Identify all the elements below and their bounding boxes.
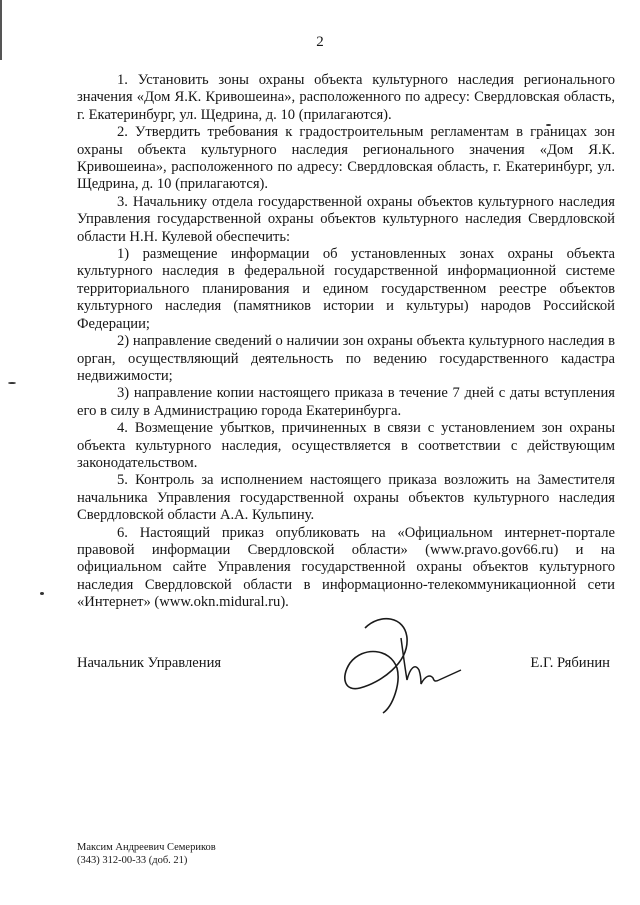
- page-number: 2: [316, 34, 324, 50]
- paragraph-2: 2. Утвердить требования к градостроительным регламентам в границах зон охраны объекта культурного наследия регионального значения «Дом Я.К. Кривошеина», расположенного по адресу: Свердловская область, г. Екатеринбург, ул. Щедрина, д. 10 (прилагаются).: [77, 124, 615, 193]
- paragraph-5: 5. Контроль за исполнением настоящего приказа возложить на Заместителя начальника Управления государственной охраны объектов культурного наследия Свердловской области А.А. Кульпину.: [77, 472, 615, 524]
- scan-speck: [8, 382, 16, 384]
- paragraph-3-1: 1) размещение информации об установленных зонах охраны объекта культурного наследия в федеральной государственной информационной системе территориального планирования и едином государственном реестре объектов культурного наследия (памятников истории и культуры) народов Российской Федерации;: [77, 246, 615, 332]
- executor-name: Максим Андреевич Семериков: [77, 842, 216, 853]
- paragraph-3-2: 2) направление сведений о наличии зон охраны объекта культурного наследия в орган, осуществляющий деятельность по ведению государственного кадастра недвижимости;: [77, 333, 615, 384]
- executor-block: [77, 841, 216, 867]
- paragraph-6: 6. Настоящий приказ опубликовать на «Официальном интернет-портале правовой информации Свердловской области» (www.pravo.gov66.ru) и на официальном сайте Управления государственной охраны объектов культурного наследия Свердловской области в информационно-телекоммуникационной сети «Интернет» (www.okn.midural.ru).: [77, 524, 615, 611]
- paragraph-3: 3. Начальнику отдела государственной охраны объектов культурного наследия Управления государственной охраны объектов культурного наследия Свердловской области Н.Н. Кулевой обеспечить:: [77, 193, 615, 245]
- executor-phone: (343) 312-00-33 (доб. 21): [77, 855, 188, 866]
- handwritten-signature: [335, 608, 465, 718]
- paragraph-4: 4. Возмещение убытков, причиненных в связи с установлением зон охраны объекта культурного наследия, осуществляется в соответствии с действующим законодательством.: [77, 420, 615, 471]
- document-body: [77, 72, 615, 612]
- left-scan-border: [0, 0, 2, 60]
- signatory-title: Начальник Управления: [77, 655, 222, 671]
- signatory-name: Е.Г. Рябинин: [530, 655, 610, 671]
- paragraph-1: 1. Установить зоны охраны объекта культурного наследия регионального значения «Дом Я.К. Кривошеина», расположенного по адресу: Свердловская область, г. Екатеринбург, ул. Щедрина, д. 10 (прилагаются).: [77, 72, 615, 123]
- paragraph-3-3: 3) направление копии настоящего приказа в течение 7 дней с даты вступления его в силу в Администрацию города Екатеринбурга.: [77, 385, 615, 419]
- scan-speck: [40, 592, 44, 595]
